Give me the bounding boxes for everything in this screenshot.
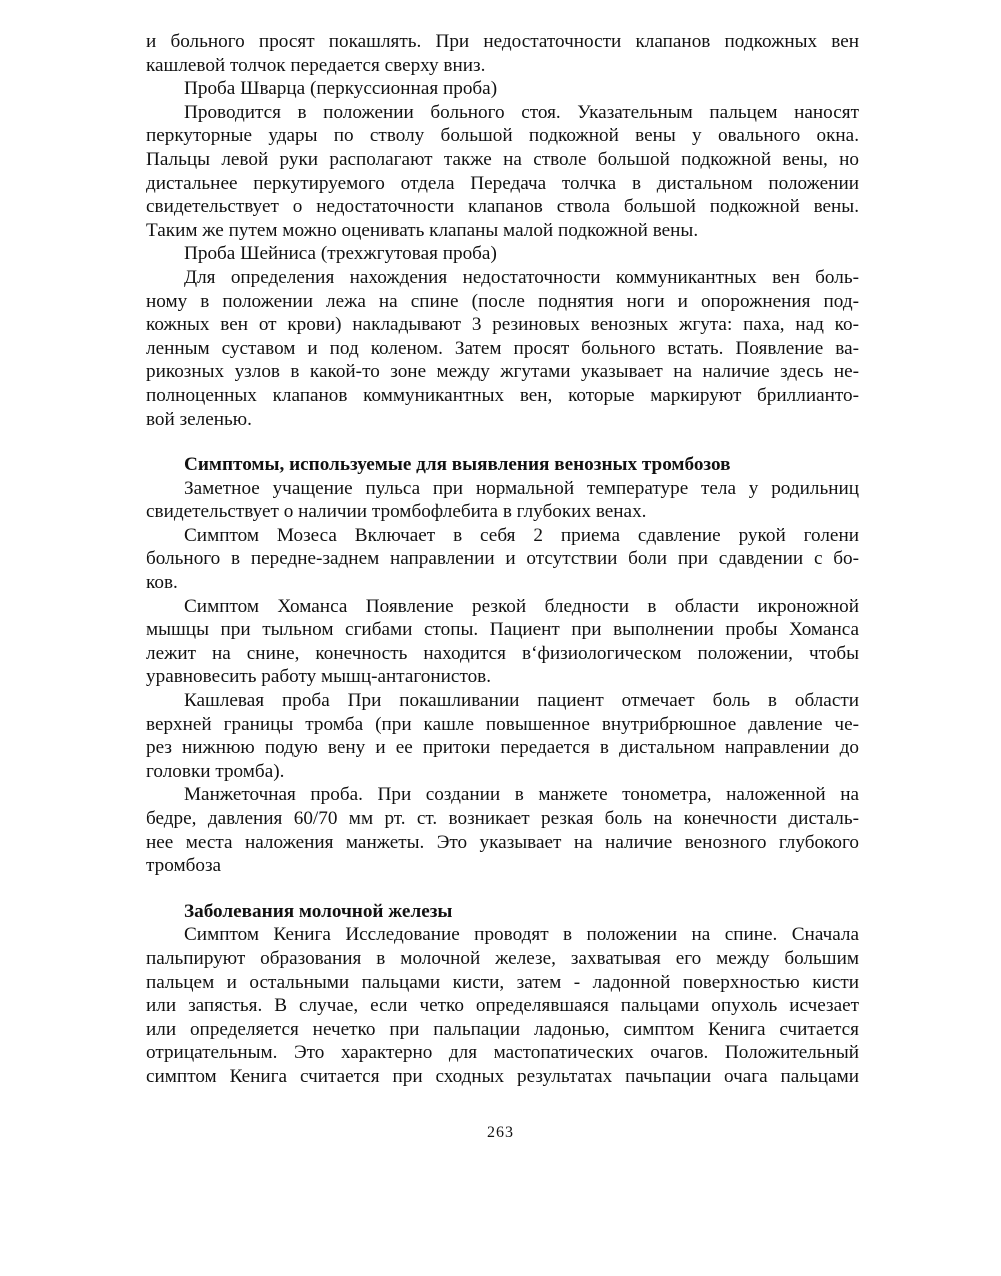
text-line: рикозных узлов в какой-то зоне между жгутами указывает на наличие здесь не- — [146, 361, 859, 383]
text-line: отрицательным. Это характерно для мастопатических очагов. Положительный — [146, 1042, 859, 1064]
page-number: 263 — [487, 1124, 514, 1141]
document-page — [146, 30, 859, 1089]
text-line: верхней границы тромба (при кашле повышенное внутрибрюшное давление че- — [146, 713, 859, 735]
text-line: кожных вен от крови) накладывают 3 резиновых венозных жгута: паха, над ко- — [146, 314, 859, 336]
text-line: лежит на снине, конечность находится в‘физиологическом положении, чтобы — [146, 642, 859, 664]
text-line: ному в положении лежа на спине (после поднятия ноги и опорожнения под- — [146, 290, 859, 312]
text-line: ков. — [146, 572, 178, 594]
text-line: больного в передне-заднем направлении и отсутствии боли при сдавдении с бо- — [146, 548, 859, 570]
text-line: кашлевой толчок передается сверху вниз. — [146, 54, 486, 76]
text-line: Проба Шварца (перкуссионная проба) — [184, 78, 498, 100]
text-line: бедре, давления 60/70 мм рт. ст. возникает резкая боль на конечности дисталь- — [146, 808, 859, 829]
text-line: дистальнее перкутируемого отдела Передача толчка в дистальном положении — [146, 172, 859, 194]
text-line: Проба Шейниса (трехжгутовая проба) — [184, 243, 497, 265]
text-line: и больного просят покашлять. При недостаточности клапанов подкожных вен — [146, 31, 859, 52]
text-line: Симптом Кенига Исследование проводят в положении на спине. Сначала — [184, 924, 859, 946]
text-line: Таким же путем можно оценивать клапаны малой подкожной вены. — [146, 219, 699, 241]
text-line: вой зеленью. — [146, 408, 252, 430]
text-line: Проводится в положении больного стоя. Указательным пальцем наносят — [184, 101, 859, 123]
text-line: тромбоза — [146, 855, 222, 877]
text-line: свидетельствует о недостаточности клапанов ствола большой подкожной вены. — [146, 196, 859, 218]
text-line: ленным суставом и под коленом. Затем просят больного встать. Появление ва- — [146, 337, 859, 359]
text-line: рез нижнюю подую вену и ее притоки передается в дистальном направлении до — [146, 737, 859, 759]
text-line: Кашлевая проба При покашливании пациент отмечает боль в области — [184, 690, 859, 712]
text-line: полноценных клапанов коммуникантных вен, которые маркируют бриллианто- — [146, 384, 859, 406]
text-line: или запястья. В случае, если четко определявшаяся пальцами опухоль исчезает — [146, 995, 859, 1017]
text-line: Симптом Мозеса Включает в себя 2 приема сдавление рукой голени — [184, 524, 859, 546]
text-line: Заметное учащение пульса при нормальной температуре тела у родильниц — [184, 477, 859, 499]
text-line: Симптом Хоманса Появление резкой бледности в области икроножной — [184, 595, 859, 617]
text-line: свидетельствует о наличии тромбофлебита в глубоких венах. — [146, 501, 647, 523]
section-heading: Заболевания молочной железы — [184, 900, 453, 922]
text-line: нее места наложения манжеты. Это указывает на наличие венозного глубокого — [146, 831, 859, 853]
text-line: симптом Кенига считается при сходных результатах пачьпации очага пальцами — [146, 1065, 859, 1087]
text-line: Для определения нахождения недостаточности коммуникантных вен боль- — [184, 266, 859, 288]
text-line: мышцы при тыльном сгибами стопы. Пациент при выполнении пробы Хоманса — [146, 619, 859, 641]
text-line: перкуторные удары по стволу большой подкожной вены у овального окна. — [146, 125, 859, 147]
section-gap — [146, 878, 859, 900]
text-line: Манжеточная проба. При создании в манжете тонометра, наложенной на — [184, 784, 859, 806]
text-line: пальцем и остальными пальцами кисти, затем - ладонной поверхностью кисти — [146, 971, 859, 993]
section-heading: Симптомы, используемые для выявления венозных тромбозов — [184, 454, 731, 476]
text-line: головки тромба). — [146, 760, 285, 782]
text-line: Пальцы левой руки располагают также на стволе большой подкожной вены, но — [146, 148, 859, 170]
text-line: пальпируют образования в молочной железе, захватывая его между большим — [146, 947, 859, 969]
text-line: или определяется нечетко при пальпации ладонью, симптом Кенига считается — [146, 1018, 859, 1040]
text-line: уравновесить работу мышц-антагонистов. — [146, 666, 492, 688]
section-gap — [146, 431, 859, 453]
